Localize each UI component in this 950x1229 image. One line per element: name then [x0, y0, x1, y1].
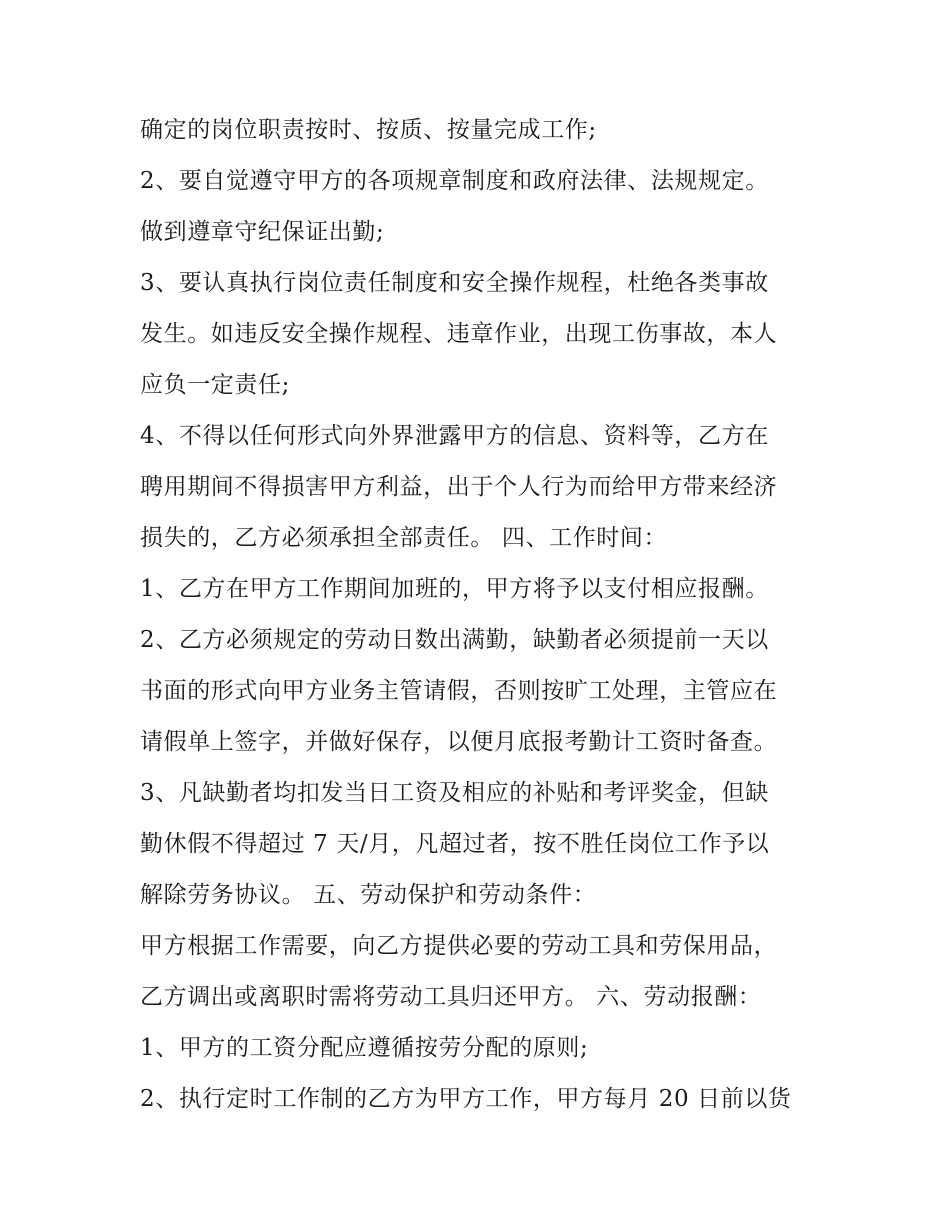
text-line: 3、要认真执行岗位责任制度和安全操作规程，杜绝各类事故 [140, 270, 769, 296]
text-line: 请假单上签字，并做好保存，以便月底报考勤计工资时备查。 [140, 729, 778, 755]
text-line: 1、甲方的工资分配应遵循按劳分配的原则; [140, 1035, 589, 1061]
text-line: 乙方调出或离职时需将劳动工具归还甲方。 六、劳动报酬： [140, 984, 762, 1010]
text-line: 2、要自觉遵守甲方的各项规章制度和政府法律、法规规定。 [140, 168, 769, 194]
text-line: 勤休假不得超过 7 天/月，凡超过者，按不胜任岗位工作予以 [140, 831, 770, 857]
text-line: 4、不得以任何形式向外界泄露甲方的信息、资料等，乙方在 [140, 423, 769, 449]
text-line: 确定的岗位职责按时、按质、按量完成工作; [140, 117, 597, 143]
text-line: 书面的形式向甲方业务主管请假，否则按旷工处理，主管应在 [140, 678, 778, 704]
text-line: 甲方根据工作需要，向乙方提供必要的劳动工具和劳保用品， [140, 933, 778, 959]
text-line: 损失的，乙方必须承担全部责任。 四、工作时间： [140, 525, 668, 551]
text-line: 3、凡缺勤者均扣发当日工资及相应的补贴和考评奖金，但缺 [140, 780, 769, 806]
text-line: 2、乙方必须规定的劳动日数出满勤，缺勤者必须提前一天以 [140, 627, 769, 653]
text-line: 1、乙方在甲方工作期间加班的，甲方将予以支付相应报酬。 [140, 576, 769, 602]
text-line: 发生。如违反安全操作规程、违章作业，出现工伤事故，本人 [140, 321, 778, 347]
text-line: 做到遵章守纪保证出勤; [140, 219, 385, 245]
text-line: 聘用期间不得损害甲方利益，出于个人行为而给甲方带来经济 [140, 474, 778, 500]
text-line: 2、执行定时工作制的乙方为甲方工作，甲方每月 20 日前以货 [140, 1086, 792, 1112]
text-line: 解除劳务协议。 五、劳动保护和劳动条件： [140, 882, 597, 908]
document-body [140, 105, 840, 1125]
text-line: 应负一定责任; [140, 372, 290, 398]
